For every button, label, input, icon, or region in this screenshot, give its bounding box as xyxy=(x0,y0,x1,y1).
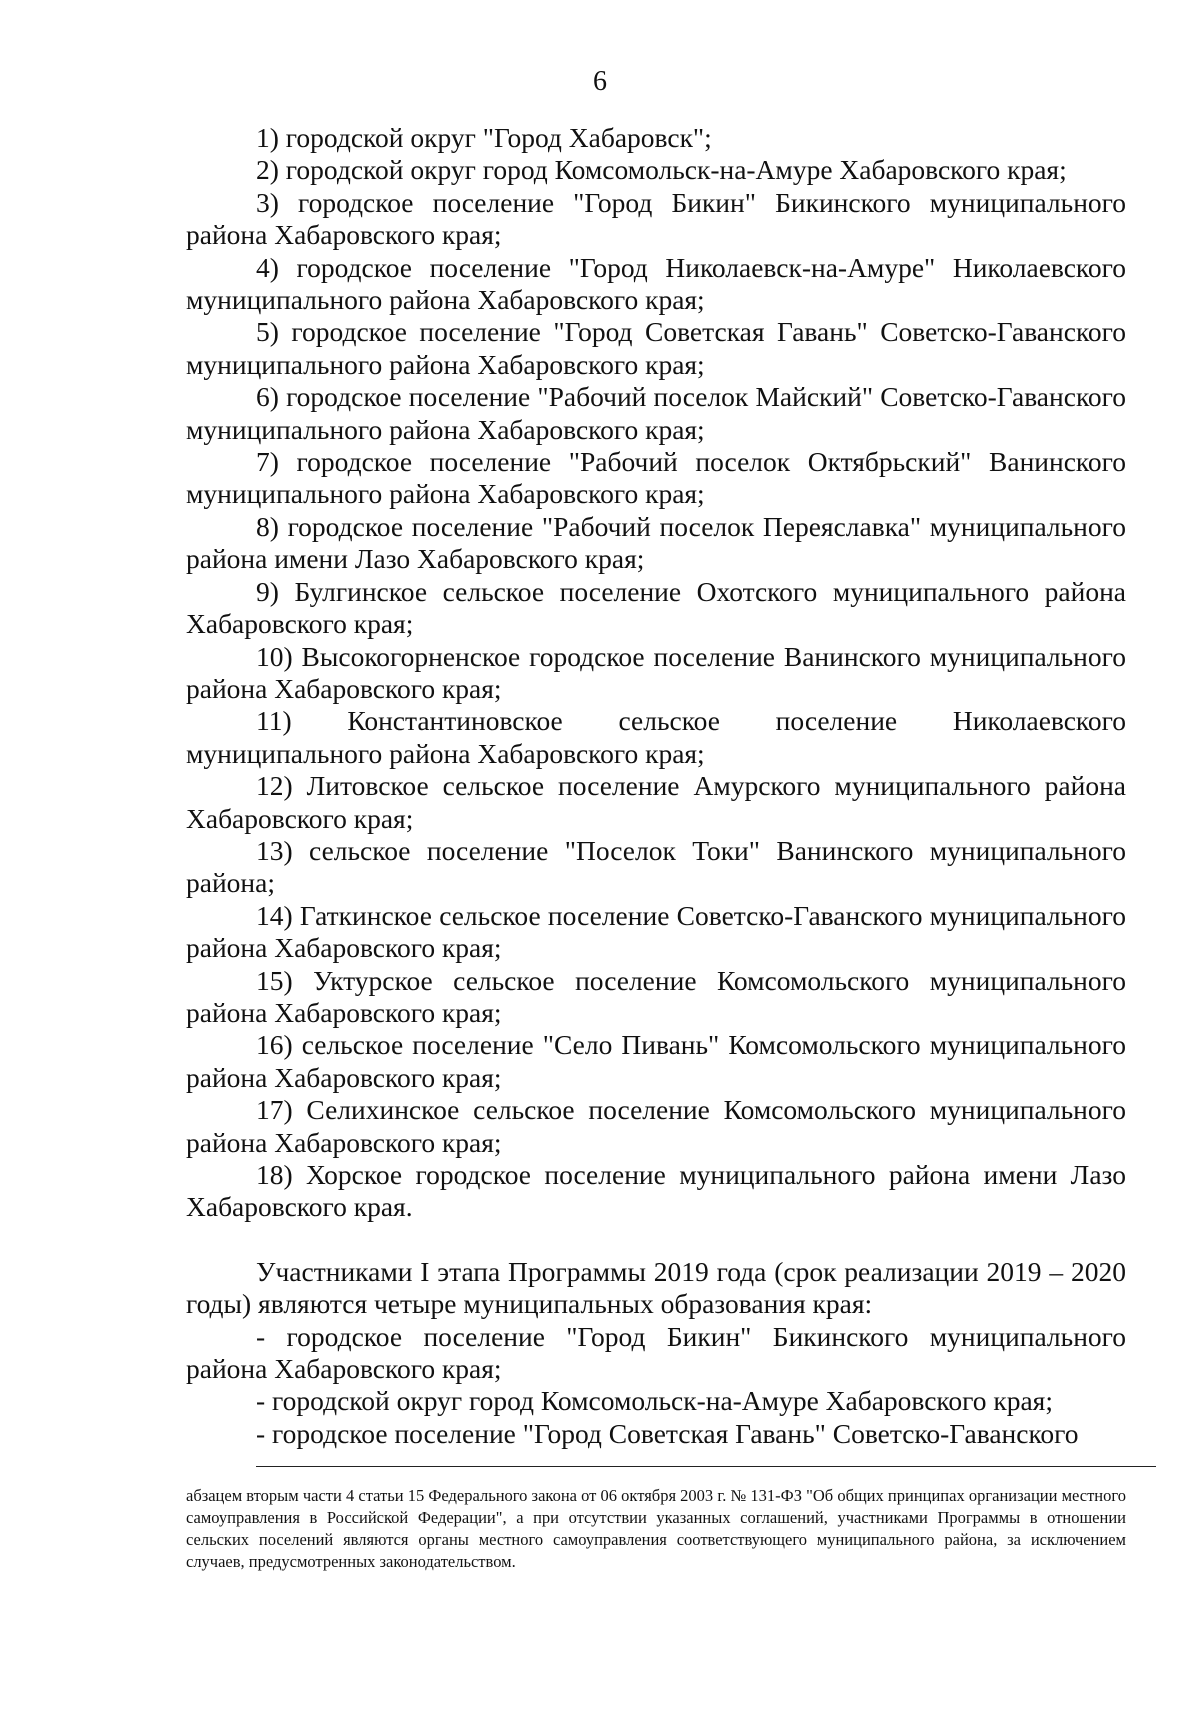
list-item-15: 15) Уктурское сельское поселение Комсомольского муниципального района Хабаровского края; xyxy=(186,964,1126,1028)
list-item-2: 2) городской округ город Комсомольск-на-Амуре Хабаровского края; xyxy=(256,154,1067,186)
list-item-3: 3) городское поселение "Город Бикин" Бикинского муниципального района Хабаровского края; xyxy=(186,186,1126,251)
list-item-9: 9) Булгинское сельское поселение Охотского муниципального района Хабаровского края; xyxy=(186,575,1126,640)
stage-item-1: - городское поселение "Город Бикин" Бикинского муниципального района Хабаровского края; xyxy=(186,1320,1126,1385)
list-item-12: 12) Литовское сельское поселение Амурского муниципального района Хабаровского края; xyxy=(186,770,1126,834)
list-item-4: 4) городское поселение "Город Николаевск-на-Амуре" Николаевского муниципального района Хабаровского края; xyxy=(186,251,1126,316)
document-body xyxy=(186,122,1126,1450)
list-item-16: 16) сельское поселение "Село Пивань" Комсомольского муниципального района Хабаровского края; xyxy=(186,1029,1126,1093)
paragraph-gap xyxy=(186,1224,1126,1256)
list-item-8: 8) городское поселение "Рабочий поселок Переяславка" муниципального района имени Лазо Хабаровского края; xyxy=(186,510,1126,575)
list-item-18: 18) Хорское городское поселение муниципального района имени Лазо Хабаровского края. xyxy=(186,1159,1126,1223)
list-item-7: 7) городское поселение "Рабочий поселок Октябрьский" Ванинского муниципального района Хабаровского края; xyxy=(186,446,1126,510)
stage-item-2: - городской округ город Комсомольск-на-Амуре Хабаровского края; xyxy=(256,1385,1053,1417)
page-number: 6 xyxy=(593,66,607,97)
list-item-17: 17) Селихинское сельское поселение Комсомольского муниципального района Хабаровского края; xyxy=(186,1094,1126,1158)
list-item-10: 10) Высокогорненское городское поселение Ванинского муниципального района Хабаровского края; xyxy=(186,640,1126,704)
list-item-6: 6) городское поселение "Рабочий поселок Майский" Советско-Гаванского муниципального района Хабаровского края; xyxy=(186,381,1126,445)
footnote-text: абзацем вторым части 4 статьи 15 Федерального закона от 06 октября 2003 г. № 131-ФЗ "Об общих принципах организации местного самоуправления в Российской Федерации", а при отсутствии указанных соглашений, участниками Программы в отношении сельских поселений являются органы местного самоуправления соответствующего муниципального района, за исключением случаев, предусмотренных законодательством. xyxy=(186,1486,1126,1571)
list-item-11: 11) Константиновское сельское поселение Николаевского муниципального района Хабаровского края; xyxy=(186,705,1126,769)
list-item-5: 5) городское поселение "Город Советская Гавань" Советско-Гаванского муниципального района Хабаровского края; xyxy=(186,316,1126,380)
footnote-divider xyxy=(256,1466,1156,1467)
list-item-13: 13) сельское поселение "Поселок Токи" Ванинского муниципального района; xyxy=(186,834,1126,899)
stage-intro-paragraph: Участниками I этапа Программы 2019 года (срок реализации 2019 – 2020 годы) являются четыре муниципальных образования края: xyxy=(186,1255,1126,1320)
list-item-1: 1) городской округ "Город Хабаровск"; xyxy=(256,122,712,153)
stage-item-3: - городское поселение "Город Советская Гавань" Советско-Гаванского xyxy=(256,1417,1079,1449)
list-item-14: 14) Гаткинское сельское поселение Советско-Гаванского муниципального района Хабаровского края; xyxy=(186,899,1126,964)
